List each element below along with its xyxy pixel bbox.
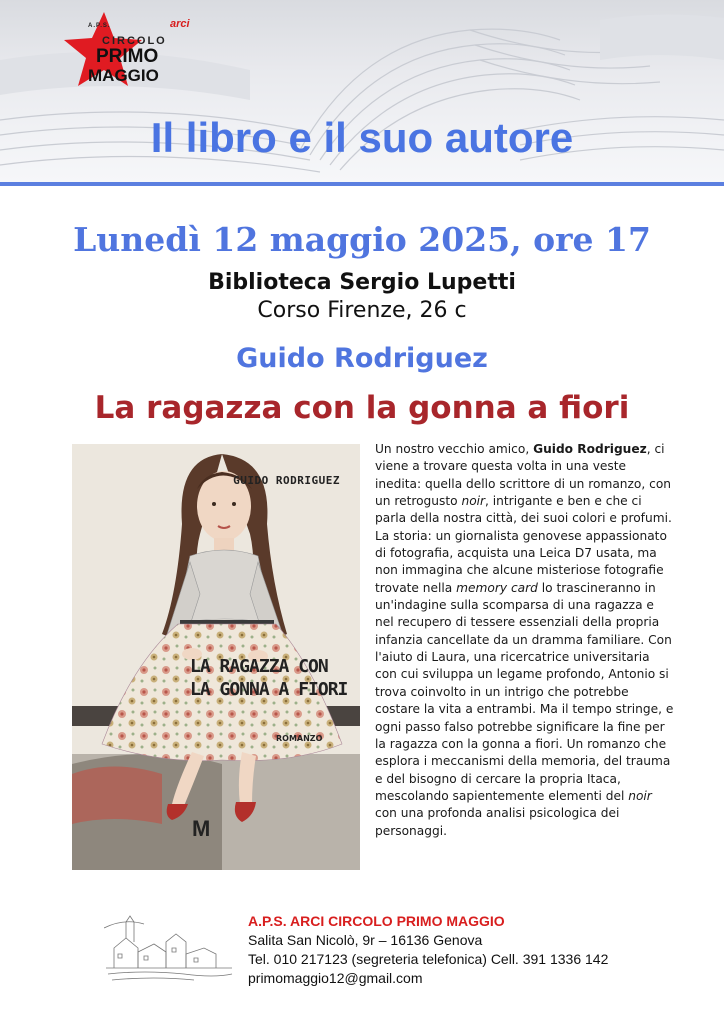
logo-primo: PRIMO bbox=[96, 46, 159, 67]
header-divider bbox=[0, 182, 724, 186]
author-name: Guido Rodriguez bbox=[236, 343, 488, 374]
cover-title-line2: LA GONNA A FIORI bbox=[190, 679, 348, 700]
header-banner bbox=[0, 0, 724, 182]
cover-title-line1: LA RAGAZZA CON bbox=[190, 656, 328, 677]
logo-circolo: CIRCOLO bbox=[102, 35, 167, 47]
circolo-logo bbox=[62, 10, 192, 90]
book-title: La ragazza con la gonna a fiori bbox=[94, 390, 630, 426]
cover-subtitle: ROMANZO bbox=[276, 734, 323, 743]
logo-maggio: MAGGIO bbox=[88, 66, 159, 85]
logo-arci: arci bbox=[170, 18, 190, 30]
footer-phone: Tel. 010 217123 (segreteria telefonica) Cell. 391 1336 142 bbox=[248, 951, 609, 967]
logo-aps: A.P.S. bbox=[88, 23, 111, 29]
footer-contacts bbox=[248, 912, 608, 988]
footer-email[interactable]: primomaggio12@gmail.com bbox=[248, 970, 423, 986]
village-sketch-icon bbox=[104, 908, 234, 982]
publisher-logo: M bbox=[192, 816, 211, 841]
book-description: Un nostro vecchio amico, Guido Rodriguez, ci viene a trovare questa volta in una veste inedita: quella dello scrittore di un romanzo, con un retrogusto noir, intrigante e ben e che ci parla della nostra città, dei suoi colori e profumi. La storia: un giornalista genovese appassionato di fotografia, acquista una Leica D7 usata, ma non immagina che alcune misteriose fotografie trovate nella memory card lo trascineranno in un'indagine sulla scomparsa di una ragazza e nel recupero di tessere essenziali della propria infanzia cancellate da un dramma familiare. Con l'aiuto di Laura, una ricercatrice universitaria con cui sviluppa un legame profondo, Antonio si trova coinvolto in un intrigo che potrebbe costare la vita a entrambi. Ma il tempo stringe, e ogni passo falso potrebbe significare la fine per la ragazza con la gonna a fiori. Un romanzo che esplora i meccanismi della memoria, del trauma e del bisogno di cercare la propria Itaca, mescolando sapientemente elementi del noir con una profonda analisi psicologica dei personaggi. bbox=[375, 442, 674, 838]
book-cover bbox=[72, 444, 360, 870]
event-date: Lunedì 12 maggio 2025, ore 17 bbox=[73, 220, 651, 259]
footer-org-name: A.P.S. ARCI CIRCOLO PRIMO MAGGIO bbox=[248, 913, 505, 929]
page-title: Il libro e il suo autore bbox=[150, 114, 574, 161]
event-venue: Biblioteca Sergio Lupetti bbox=[208, 270, 516, 295]
footer-address: Salita San Nicolò, 9r – 16136 Genova bbox=[248, 932, 483, 948]
event-address: Corso Firenze, 26 c bbox=[257, 298, 467, 323]
cover-author: GUIDO RODRIGUEZ bbox=[233, 474, 340, 487]
